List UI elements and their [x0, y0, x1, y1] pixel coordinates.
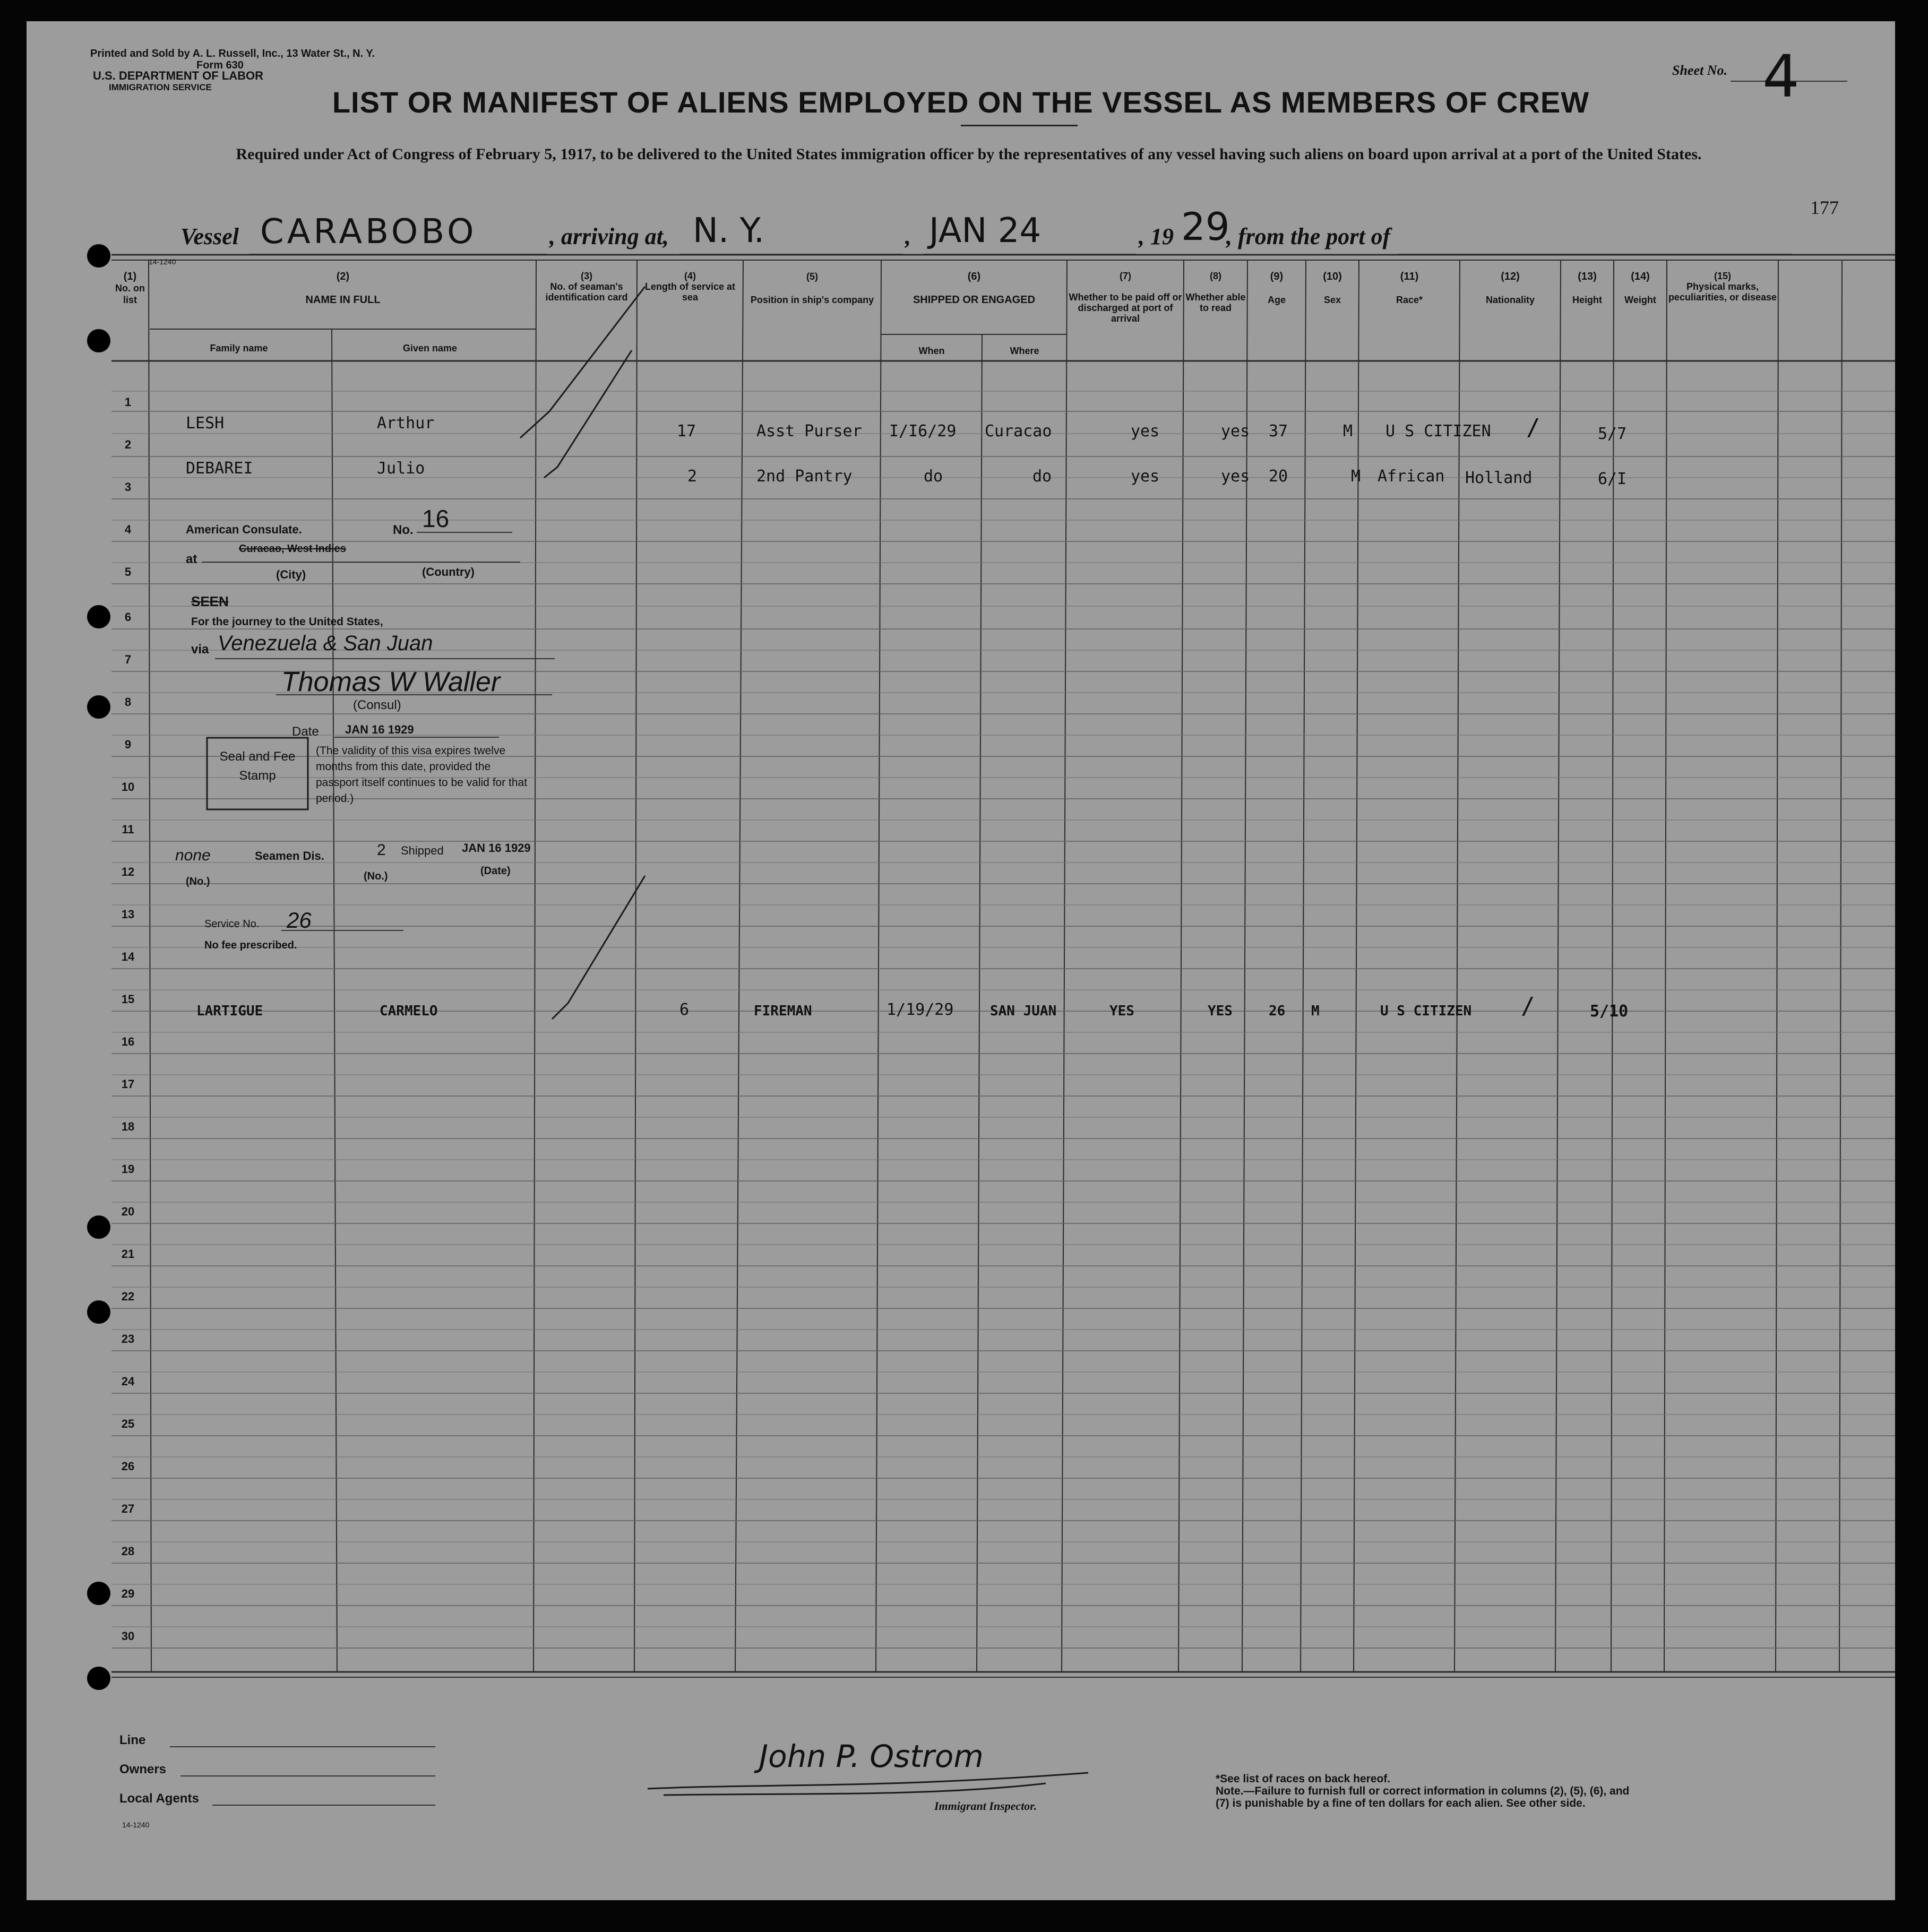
row-number: 23	[121, 1332, 135, 1346]
row-number: 18	[121, 1120, 135, 1133]
penalty-note: Note.—Failure to furnish full or correct information in columns (2), (5), (6), and (7) is punishable by a fine of ten dollars for each alien. See other side.	[1216, 1785, 1630, 1809]
owners-label: Owners	[119, 1762, 167, 1776]
via-label: via	[191, 642, 209, 657]
row-number: 26	[121, 1460, 135, 1473]
row-number: 30	[121, 1629, 135, 1643]
year-prefix: , 19	[1139, 223, 1174, 249]
printer-text: Printed and Sold by A. L. Russell, Inc., 13 Water St., N. Y.	[90, 48, 375, 59]
arriving-label: , arriving at,	[549, 223, 669, 249]
row-number: 9	[124, 738, 132, 751]
dis-no-label: (No.)	[364, 870, 388, 882]
service-name: IMMIGRATION SERVICE	[109, 82, 212, 92]
when-subheader: When	[918, 346, 945, 356]
consulate-country-label: (Country)	[422, 565, 475, 579]
crew-height: 5/10	[1590, 1002, 1629, 1021]
row-number: 29	[121, 1587, 135, 1600]
crew-family-name: LARTIGUE	[196, 1003, 263, 1019]
form-number: Form 630	[196, 59, 244, 71]
row-number: 10	[121, 780, 135, 794]
shipped-date: JAN 16 1929	[462, 841, 531, 855]
row-number: 20	[121, 1205, 135, 1218]
row-number: 14	[121, 950, 135, 963]
row-number: 2	[124, 438, 132, 451]
seamen-dis-value: none	[175, 847, 211, 864]
service-no-label: Service No.	[204, 918, 260, 930]
row-number: 17	[121, 1077, 135, 1091]
row-number: 21	[121, 1247, 135, 1261]
row-number: 16	[121, 1035, 135, 1048]
col9-header: (9) Age	[1267, 271, 1286, 305]
line-label: Line	[119, 1733, 146, 1747]
col1-header: (1) No. on list	[115, 271, 145, 305]
row-number: 22	[121, 1290, 135, 1303]
form-code-bottom: 14-1240	[122, 1821, 150, 1829]
crew-race: U S CITIZEN	[1385, 422, 1491, 441]
crew-service: 2	[687, 467, 698, 486]
year-suffix: 29	[1181, 204, 1230, 249]
page-number: 177	[1810, 197, 1839, 218]
crew-age: 37	[1269, 422, 1288, 441]
sheet-number-label: Sheet No.	[1672, 63, 1727, 78]
visa-date-label: Date	[292, 724, 319, 739]
crew-service: 17	[677, 422, 696, 441]
inspector-label: Immigrant Inspector.	[934, 1799, 1037, 1813]
crew-age: 20	[1269, 467, 1288, 486]
col11-header: (11) Race*	[1396, 271, 1423, 305]
crew-race: African	[1378, 467, 1445, 486]
arriving-port: N. Y.	[693, 211, 765, 251]
col13-header: (13) Height	[1572, 271, 1602, 305]
row-number: 3	[124, 480, 132, 494]
shipped-label: Shipped	[401, 844, 444, 857]
row-number: 4	[124, 523, 132, 536]
row-number: 1	[124, 395, 132, 409]
crew-paid-off: yes	[1131, 467, 1160, 486]
races-note: *See list of races on back hereof.	[1216, 1773, 1391, 1785]
family-name-subheader: Family name	[210, 343, 268, 353]
crew-position: FIREMAN	[754, 1003, 812, 1019]
local-agents-label: Local Agents	[119, 1791, 199, 1806]
crew-family-name: DEBAREI	[186, 459, 253, 478]
row-number: 5	[124, 565, 132, 579]
row-number: 13	[121, 908, 135, 921]
comma: ,	[905, 223, 911, 249]
crew-when: do	[924, 467, 943, 486]
crew-sex: M	[1351, 467, 1361, 486]
journey-label: For the journey to the United States,	[191, 616, 383, 628]
seen-label: SEEN	[191, 593, 229, 609]
form-code-top: 14-1240	[149, 257, 176, 266]
inspector-signature: John P. Ostrom	[759, 1738, 984, 1774]
consul-signature: Thomas W Waller	[281, 667, 501, 697]
consulate-label: American Consulate.	[186, 523, 302, 536]
crew-sex: M	[1343, 422, 1353, 441]
consulate-city: Curacao, West Indies	[239, 543, 346, 555]
crew-able-to-read: yes	[1221, 467, 1250, 486]
consul-label: (Consul)	[353, 698, 401, 712]
col8-header: (8) Whether able to read	[1185, 271, 1246, 313]
consulate-at-label: at	[186, 552, 197, 566]
crew-height: 5/7	[1598, 425, 1627, 443]
manifest-sheet	[27, 21, 1895, 1900]
vessel-label: Vessel	[180, 223, 239, 249]
shipped-date-label: (Date)	[480, 865, 511, 877]
given-name-subheader: Given name	[402, 343, 458, 353]
department-name: U.S. DEPARTMENT OF LABOR	[93, 69, 264, 82]
col15-header: (15) Physical marks, peculiarities, or disease	[1668, 271, 1777, 303]
crew-sex: M	[1311, 1003, 1320, 1019]
crew-race: U S CITIZEN	[1380, 1003, 1472, 1019]
col7-header: (7) Whether to be paid off or discharged at port of arrival	[1069, 271, 1182, 324]
crew-nationality: /	[1526, 414, 1540, 441]
row-number: 28	[121, 1545, 135, 1558]
col2-header: (2) NAME IN FULL	[305, 271, 381, 306]
crew-when: 1/19/29	[886, 1000, 954, 1019]
col6-header: (6) SHIPPED OR ENGAGED	[913, 271, 1036, 306]
col10-header: (10) Sex	[1323, 271, 1342, 305]
row-number: 12	[121, 865, 135, 878]
col12-header: (12) Nationality	[1485, 271, 1535, 305]
row-number: 24	[121, 1375, 135, 1388]
arrival-date: JAN 24	[929, 211, 1042, 251]
row-number: 8	[124, 695, 132, 709]
consulate-no-value: 16	[422, 505, 450, 532]
from-port-label: , from the port of	[1226, 223, 1391, 249]
crew-age: 26	[1269, 1003, 1286, 1019]
row-number: 15	[121, 993, 135, 1006]
col4-header: (4) Length of service at sea	[644, 271, 736, 303]
crew-paid-off: YES	[1109, 1003, 1134, 1019]
crew-position: 2nd Pantry	[756, 467, 853, 486]
page-title: LIST OR MANIFEST OF ALIENS EMPLOYED ON THE VESSEL AS MEMBERS OF CREW	[332, 85, 1590, 119]
row-number: 6	[124, 610, 132, 624]
crew-given-name: Julio	[377, 459, 425, 478]
seal-fee-stamp: Seal and Fee Stamp	[219, 749, 296, 783]
crew-where: SAN JUAN	[990, 1003, 1057, 1019]
crew-service: 6	[679, 1000, 690, 1019]
col3-header: (3) No. of seaman's identification card	[545, 271, 628, 303]
crew-when: I/I6/29	[889, 422, 957, 441]
col5-header: (5) Position in ship's company	[750, 271, 874, 305]
crew-nationality: Holland	[1465, 469, 1533, 487]
row-number: 11	[122, 823, 134, 836]
no-fee-note: No fee prescribed.	[204, 939, 297, 951]
crew-paid-off: yes	[1131, 422, 1160, 441]
col14-header: (14) Weight	[1624, 271, 1656, 305]
crew-where: do	[1032, 467, 1052, 486]
where-subheader: Where	[1010, 346, 1039, 356]
crew-able-to-read: yes	[1221, 422, 1250, 441]
crew-nationality: /	[1521, 993, 1535, 1020]
service-no-value: 26	[287, 908, 312, 933]
row-number: 19	[121, 1162, 135, 1176]
crew-height: 6/I	[1598, 470, 1627, 488]
sheet-number-value: 4	[1762, 42, 1800, 110]
vessel-name: CARABOBO	[260, 212, 477, 252]
crew-able-to-read: YES	[1208, 1003, 1233, 1019]
crew-given-name: CARMELO	[380, 1003, 438, 1019]
crew-where: Curacao	[985, 422, 1052, 441]
via-value: Venezuela & San Juan	[218, 632, 433, 655]
dis-number: 2	[377, 841, 386, 859]
crew-family-name: LESH	[186, 414, 225, 433]
seamen-dis-label: Seamen Dis.	[255, 849, 324, 862]
visa-validity-note: (The validity of this visa expires twelve months from this date, provided the passport itself continues to be valid for that period.)	[316, 745, 528, 805]
visa-date-value: JAN 16 1929	[345, 723, 414, 736]
consulate-no-label: No.	[393, 523, 414, 537]
consulate-city-label: (City)	[276, 568, 306, 581]
crew-given-name: Arthur	[377, 414, 435, 433]
crew-position: Asst Purser	[756, 422, 862, 441]
seamen-no-label: (No.)	[186, 876, 210, 887]
row-number: 7	[124, 653, 132, 666]
page-subtitle: Required under Act of Congress of February 5, 1917, to be delivered to the United States immigration officer by the representatives of any vessel having such aliens on board upon arrival at a port of the United States.	[236, 145, 1702, 163]
row-number: 25	[121, 1417, 135, 1430]
row-number: 27	[121, 1502, 135, 1515]
